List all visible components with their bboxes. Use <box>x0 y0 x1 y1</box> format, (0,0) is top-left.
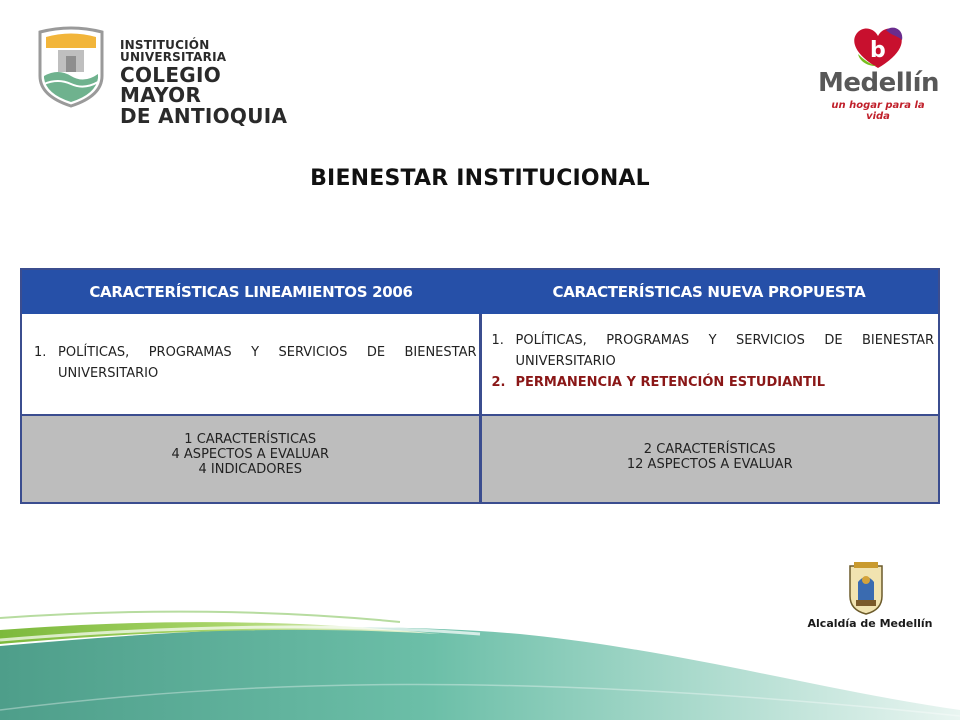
list-propuesta <box>492 330 935 393</box>
medellin-logo <box>818 24 939 122</box>
list-item <box>492 330 935 372</box>
table-header <box>22 270 938 314</box>
medellin-heart-icon <box>848 24 908 70</box>
summary-line: 4 ASPECTOS A EVALUAR <box>171 447 329 462</box>
summary-lineamientos <box>22 432 479 477</box>
list-item-number: 1. <box>491 333 504 348</box>
list-item-text: PERMANENCIA Y RETENCIÓN ESTUDIANTIL <box>515 375 826 390</box>
summary-line: 2 CARACTERÍSTICAS <box>643 442 776 457</box>
institution-name-line3: DE ANTIOQUIA <box>120 104 288 128</box>
cell-lineamientos-items <box>22 314 482 414</box>
header-lineamientos-2006: CARACTERÍSTICAS LINEAMIENTOS 2006 <box>89 283 413 301</box>
institution-shield-icon <box>36 26 106 108</box>
summary-line: 4 INDICADORES <box>198 462 303 477</box>
header-nueva-propuesta: CARACTERÍSTICAS NUEVA PROPUESTA <box>552 283 866 301</box>
list-item-text: POLÍTICAS, PROGRAMAS Y SERVICIOS DE BIENESTAR UNIVERSITARIO <box>58 345 477 381</box>
institution-name-line2: COLEGIO MAYOR <box>120 63 222 107</box>
list-item-number: 2. <box>491 375 506 390</box>
list-item-number: 1. <box>34 345 47 360</box>
medellin-slogan: un hogar para la vida <box>831 100 925 122</box>
list-item-highlighted <box>492 372 935 393</box>
comparison-table <box>20 268 940 504</box>
institution-name-line1: INSTITUCIÓN UNIVERSITARIA <box>120 38 227 64</box>
summary-line: 1 CARACTERÍSTICAS <box>184 432 317 447</box>
medellin-name: Medellín <box>818 68 939 98</box>
alcaldia-coat-of-arms-icon <box>846 560 886 616</box>
summary-line: 12 ASPECTOS A EVALUAR <box>626 457 793 472</box>
list-item-text: POLÍTICAS, PROGRAMAS Y SERVICIOS DE BIENESTAR UNIVERSITARIO <box>515 333 934 369</box>
institution-logo <box>36 26 306 128</box>
list-item <box>34 342 477 384</box>
cell-propuesta-summary <box>482 416 939 502</box>
alcaldia-name: Alcaldía de Medellín <box>807 617 933 630</box>
list-lineamientos <box>34 342 477 384</box>
page-title: BIENESTAR INSTITUCIONAL <box>310 166 650 191</box>
table-row <box>22 314 938 414</box>
summary-propuesta <box>482 442 939 472</box>
cell-propuesta-items <box>482 314 939 414</box>
svg-text:b: b <box>870 38 886 63</box>
table-row <box>22 414 938 502</box>
cell-lineamientos-summary <box>22 416 482 502</box>
alcaldia-logo <box>800 560 940 634</box>
